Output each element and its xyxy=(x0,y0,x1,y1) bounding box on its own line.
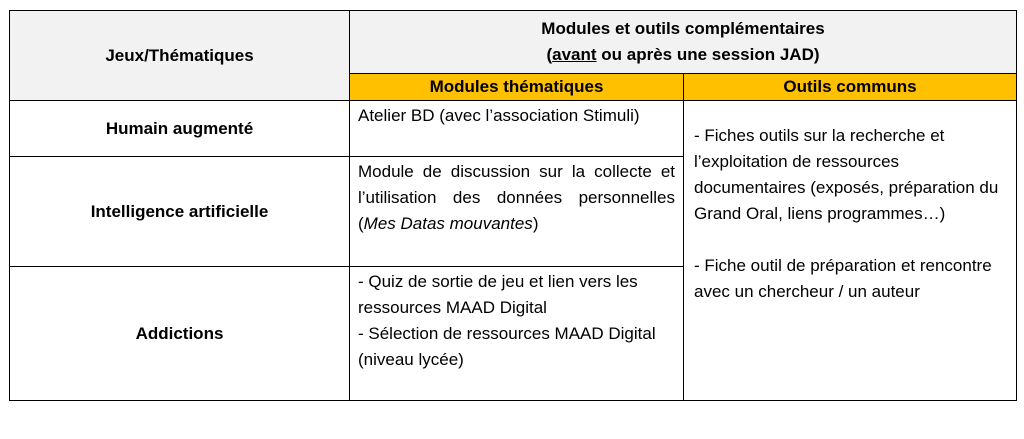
row-label-addictions: Addictions xyxy=(10,267,350,401)
module-addictions xyxy=(350,267,684,401)
title-line-1: Modules et outils complémentaires xyxy=(541,19,825,38)
addictions-line-1: - Quiz de sortie de jeu et lien vers les ressources MAAD Digital xyxy=(358,272,638,317)
title-underlined-word: avant xyxy=(552,45,597,64)
outils-communs-header: Outils communs xyxy=(684,74,1017,101)
outils-paragraph-2: - Fiche outil de préparation et rencontre avec un chercheur / un auteur xyxy=(694,256,992,301)
modules-outils-title xyxy=(350,11,1017,74)
module-italic-title: Mes Datas mouvantes xyxy=(363,214,533,233)
outils-communs-cell xyxy=(684,101,1017,401)
modules-table xyxy=(9,10,1017,401)
row-label-intelligence-artificielle: Intelligence artificielle xyxy=(10,157,350,267)
outils-paragraph-1: - Fiches outils sur la recherche et l’exploitation de ressources documentaires (exposés, préparation du Grand Oral, liens programmes…) xyxy=(694,126,999,223)
row-label-humain-augmente: Humain augmenté xyxy=(10,101,350,157)
jeux-header-label: Jeux/Thématiques xyxy=(105,45,254,65)
title-line-2: (avant ou après une session JAD) xyxy=(546,45,820,64)
module-intelligence-artificielle: Module de discussion sur la collecte et l’utilisation des données personnelles (Mes Datas mouvantes) xyxy=(350,157,684,267)
modules-thematiques-header: Modules thématiques xyxy=(350,74,684,101)
jeux-thematiques-header xyxy=(10,11,350,101)
module-humain-augmente: Atelier BD (avec l’association Stimuli) xyxy=(350,101,684,157)
addictions-line-2: - Sélection de ressources MAAD Digital (niveau lycée) xyxy=(358,324,656,369)
